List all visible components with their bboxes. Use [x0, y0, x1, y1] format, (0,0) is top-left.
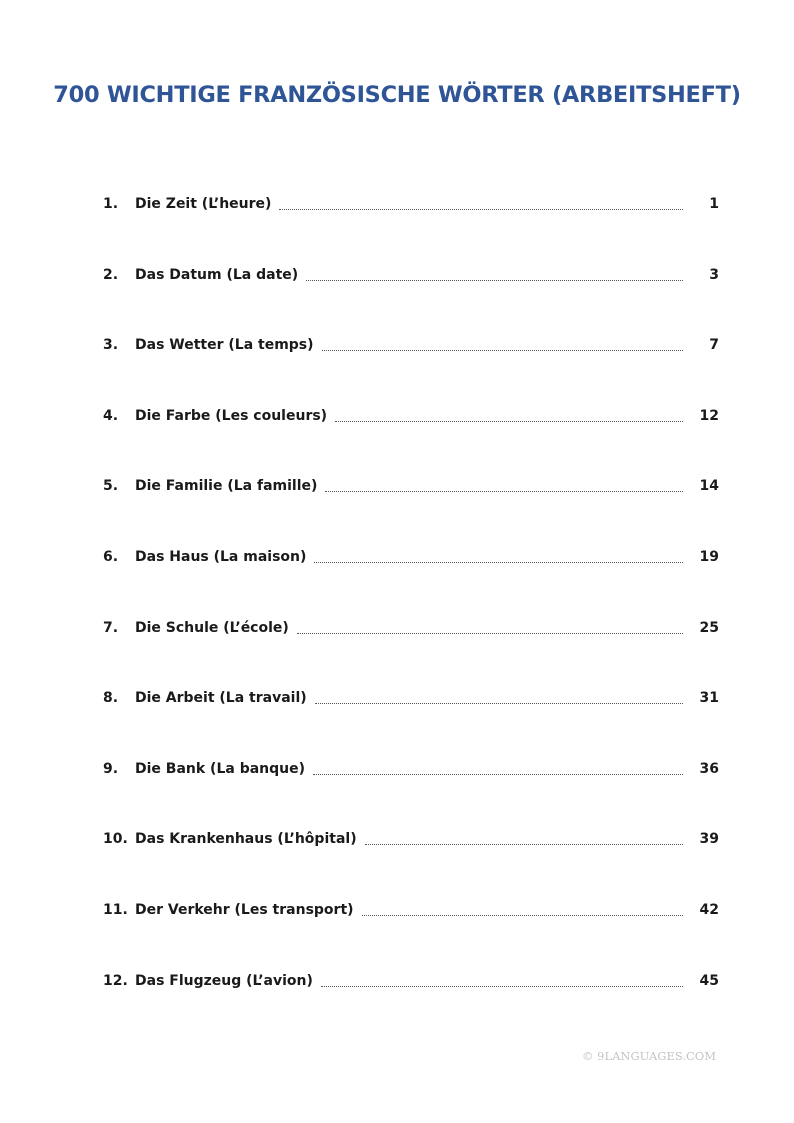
toc-entry-page: 36: [699, 760, 719, 777]
dot-leader: [335, 402, 683, 430]
toc-entry-page: 42: [699, 901, 719, 918]
dot-leader: [362, 896, 683, 924]
toc-entry-title: Die Bank (La banque): [135, 760, 306, 777]
dot-leader: [315, 684, 683, 712]
toc-entry-page: 19: [699, 548, 719, 565]
toc-entry-page: 14: [699, 478, 719, 495]
toc-entry-page: 1: [709, 196, 719, 212]
toc-entry[interactable]: [103, 472, 719, 543]
toc-entry-page: 3: [709, 266, 719, 283]
toc-entry-number: 11.: [103, 901, 128, 918]
toc-entry[interactable]: [103, 967, 719, 1038]
copyright-footer: © 9LANGUAGES.COM: [581, 1049, 716, 1063]
dot-leader: [297, 614, 683, 642]
toc-entry-number: 9.: [103, 760, 119, 777]
dot-leader: [322, 331, 683, 359]
toc-entry-title: Die Arbeit (La travail): [135, 690, 307, 707]
toc-entry-number: 10.: [103, 831, 128, 848]
toc-entry-number: 7.: [103, 619, 119, 636]
toc-entry-number: 3.: [103, 337, 119, 354]
toc-entry[interactable]: [103, 896, 719, 967]
toc-entry-title: Die Schule (L’école): [135, 619, 289, 636]
toc-entry[interactable]: [103, 684, 719, 755]
toc-entry[interactable]: [103, 825, 719, 896]
toc-entry-number: 5.: [103, 478, 119, 495]
toc-entry-title: Das Wetter (La temps): [135, 337, 314, 354]
toc-entry-number: 4.: [103, 407, 119, 424]
toc-entry-page: 31: [699, 690, 719, 707]
toc-entry-page: 25: [699, 619, 719, 636]
toc-entry-number: 6.: [103, 548, 119, 565]
dot-leader: [321, 967, 683, 995]
table-of-contents: [103, 190, 719, 1037]
toc-entry-title: Das Haus (La maison): [135, 548, 307, 565]
toc-entry[interactable]: [103, 614, 719, 685]
dot-leader: [313, 755, 683, 783]
toc-entry[interactable]: [103, 331, 719, 402]
toc-entry-number: 2.: [103, 266, 119, 283]
toc-entry-number: 1.: [103, 196, 119, 212]
toc-entry-title: Das Datum (La date): [135, 266, 299, 283]
dot-leader: [325, 472, 683, 500]
dot-leader: [279, 190, 683, 218]
toc-entry[interactable]: [103, 402, 719, 473]
toc-entry[interactable]: [103, 261, 719, 332]
page-title: 700 WICHTIGE FRANZÖSISCHE WÖRTER (ARBEITSHEFT): [53, 82, 741, 108]
toc-entry-title: Das Flugzeug (L’avion): [135, 972, 313, 989]
toc-entry-number: 8.: [103, 690, 119, 707]
toc-entry-number: 12.: [103, 972, 128, 989]
toc-entry-page: 12: [699, 407, 719, 424]
dot-leader: [314, 543, 683, 571]
dot-leader: [365, 825, 683, 853]
toc-entry-title: Der Verkehr (Les transport): [135, 901, 354, 918]
toc-entry-title: Die Farbe (Les couleurs): [135, 407, 328, 424]
toc-entry-page: 45: [699, 972, 719, 989]
toc-entry[interactable]: [103, 190, 719, 261]
toc-entry-title: Die Zeit (L’heure): [135, 196, 272, 212]
toc-entry-page: 39: [699, 831, 719, 848]
toc-entry-page: 7: [709, 337, 719, 354]
dot-leader: [306, 261, 683, 289]
toc-entry-title: Das Krankenhaus (L’hôpital): [135, 831, 357, 848]
toc-entry[interactable]: [103, 755, 719, 826]
toc-entry-title: Die Familie (La famille): [135, 478, 318, 495]
toc-entry[interactable]: [103, 543, 719, 614]
